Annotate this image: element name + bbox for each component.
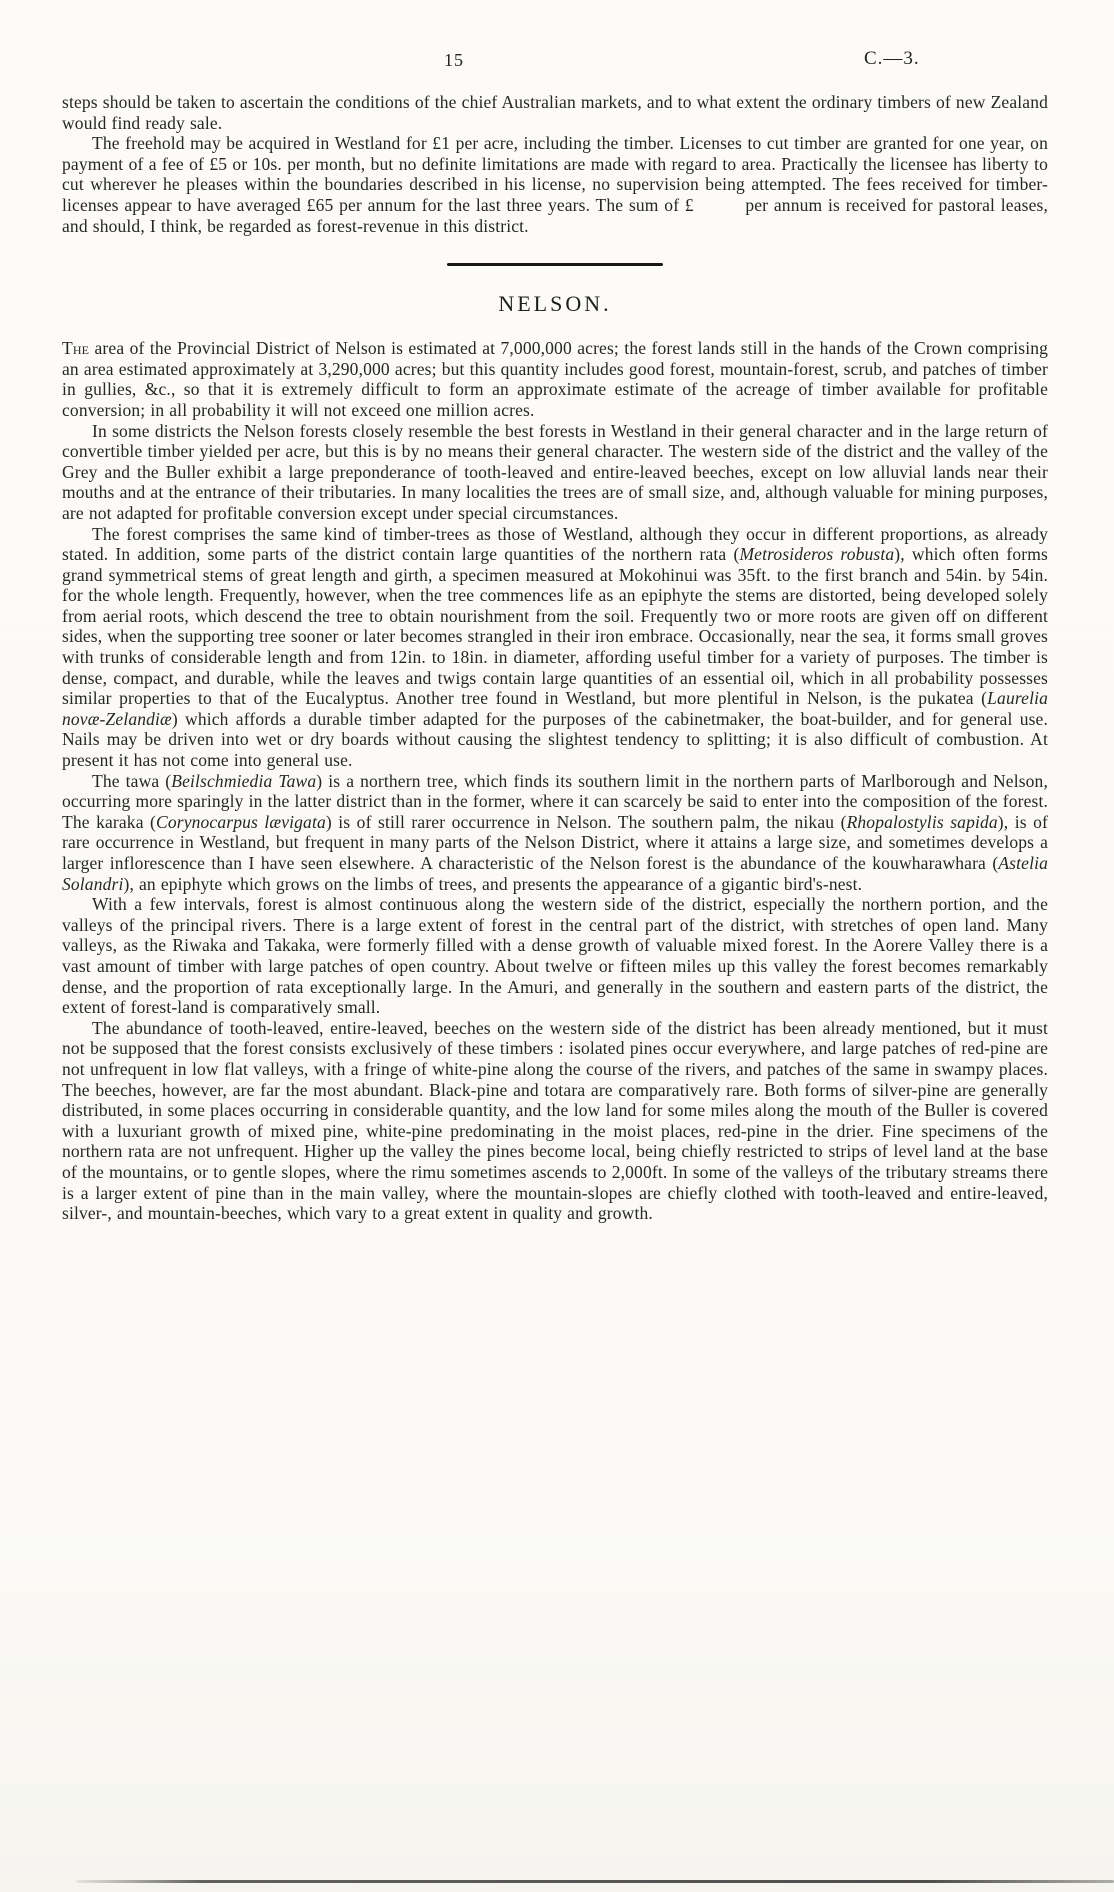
text-run: steps should be taken to ascertain the conditions of the chief Australian markets, and to what extent the ordinary timbers of new Zealand would find ready sale.: [62, 92, 1048, 133]
scan-edge-line: [76, 1880, 1114, 1883]
species-name-italic: Rhopalostylis sapida: [846, 811, 998, 832]
text-run: ) is a northern tree, which finds its southern limit in the northern parts of Marlborough and Nelson, occurring more sparingly in the latter district than in the former, where it can scarcely be said to enter into the composition of the forest. The karaka (: [62, 770, 1048, 832]
species-name-italic: Metrosideros robusta: [739, 544, 895, 565]
text-run: With a few intervals, forest is almost continuous along the western side of the district, especially the northern portion, and the valleys of the principal rivers. There is a large extent of forest in the central part of the district, with stretches of open land. Many valleys, as the Riwaka and Takaka, were formerly filled with a dense growth of valuable mixed forest. In the Aorere Valley there is a vast amount of timber with large patches of open country. About twelve or fifteen miles up this valley the forest becomes remarkably dense, and the proportion of rata exceptionally large. In the Amuri, and generally in the southern and eastern parts of the district, the extent of forest-land is comparatively small.: [62, 894, 1048, 1018]
paragraph-nelson-intervals: [62, 894, 1048, 1018]
text-run: ), is of rare occurrence in Westland, but frequent in many parts of the Nelson District, where it attains a large size, and sometimes develops a larger inflorescence than I have seen elsewhere. A characteristic of the Nelson forest is the abundance of the kouwharawhara (: [62, 811, 1049, 873]
text-run: The abundance of tooth-leaved, entire-leaved, beeches on the western side of the district has been already mentioned, but it must not be supposed that the forest consists exclusively of these timbers : isolated pines occur everywhere, and large patches of red-pine are not unfrequent in low flat valleys, with a fringe of white-pine along the course of the rivers, and patches of the same in swampy places. The beeches, however, are far the most abundant. Black-pine and totara are comparatively rare. Both forms of silver-pine are generally distributed, in some places occurring in considerable quantity, and the low land for some miles along the mouth of the Buller is covered with a luxuriant growth of mixed pine, white-pine predominating in the moist places, red-pine in the drier. Fine specimens of the northern rata are not unfrequent. Higher up the valley the pines become local, being chiefly restricted to strips of level land at the base of the mountains, or to gentle slopes, where the rimu sometimes ascends to 2,000ft. In some of the valleys of the tributary streams there is a larger extent of pine than in the main valley, where the mountain-slopes are chiefly clothed with tooth-leaved and entire-leaved, silver-, and mountain-beeches, which vary to a great extent in quality and growth.: [62, 1017, 1048, 1224]
paragraph-intro-freehold: [62, 133, 1048, 236]
paragraph-nelson-beeches: [62, 1018, 1048, 1224]
text-run: The freehold may be acquired in Westland for £1 per acre, including the timber. Licenses to cut timber are granted for one year, on payment of a fee of £5 or 10s. per month, but no definite limitations are made with regard to area. Practically the licensee has liberty to cut wherever he pleases within the boundaries described in his license, no supervision being attempted. The fees received for timber-licenses appear to have averaged £65 per annum for the last three years. The sum of £ per annum is received for pastoral leases, and should, I think, be regarded as forest-revenue in this district.: [62, 133, 1048, 236]
paragraph-intro-continuation: [62, 92, 1048, 133]
text-run: In some districts the Nelson forests closely resemble the best forests in Westland in their general character and in the large return of convertible timber yielded per acre, but this is by no means their general character. The western side of the district and the valley of the Grey and the Buller exhibit a large preponderance of tooth-leaved and entire-leaved beeches, except on low alluvial lands near their mouths and at the entrance of their tributaries. In many localities the trees are of small size, and, although valuable for mining purposes, are not adapted for profitable conversion except under special circumstances.: [62, 420, 1048, 523]
page-number: 15: [444, 50, 464, 70]
text-run: ) which affords a durable timber adapted for the purposes of the cabinetmaker, the boat-builder, and for general use. Nails may be driven into wet or dry boards without causing the slightest tendency to splitting; it is also difficult of combustion. At present it has not come into general use.: [62, 708, 1048, 771]
paragraph-nelson-area: [62, 338, 1048, 420]
section-heading: NELSON.: [498, 291, 612, 317]
species-name-italic: Astelia Solandri: [62, 853, 1048, 894]
doc-reference: C.—3.: [864, 48, 920, 69]
species-name-italic: Corynocarpus lævigata: [156, 811, 326, 832]
text-run: ) is of still rarer occurrence in Nelson. The southern palm, the nikau (: [325, 811, 847, 832]
lead-word-smallcaps: The: [62, 338, 90, 359]
species-name-italic: Beilschmiedia Tawa: [171, 770, 317, 791]
paragraph-nelson-districts: [62, 421, 1048, 524]
paragraph-nelson-timber-trees: [62, 524, 1048, 771]
text-run: The tawa (: [92, 770, 172, 791]
text-run: area of the Provincial District of Nelson is estimated at 7,000,000 acres; the forest lands still in the hands of the Crown comprising an area estimated approximately at 3,290,000 acres; but this quantity includes good forest, mountain-forest, scrub, and patches of timber in gullies, &c., so that it is extremely difficult to form an approximate estimate of the acreage of timber available for profitable conversion; in all probability it will not exceed one million acres.: [62, 338, 1048, 420]
text-run: ), which often forms grand symmetrical stems of great length and girth, a specimen measured at Mokohinui was 35ft. to the first branch and 54in. by 54in. for the whole length. Frequently, however, when the tree commences life as an epiphyte the stems are distorted, being developed solely from aerial roots, which descend the tree to obtain nourishment from the soil. Frequently two or more roots are given off on different sides, when the supporting tree sooner or later becomes strangled in their iron embrace. Occasionally, near the sea, it forms small groves with trunks of considerable length and from 12in. to 18in. in diameter, affording useful timber for a variety of purposes. The timber is dense, compact, and durable, while the leaves and twigs contain large quantities of an essential oil, which in all probability possesses similar properties to that of the Eucalyptus. Another tree found in Westland, but more plentiful in Nelson, is the pukatea (: [62, 544, 1048, 709]
section-divider-rule: [447, 263, 663, 266]
paragraph-nelson-tawa: [62, 771, 1048, 895]
species-name-italic: Laurelia novæ-Zelandiæ: [62, 688, 1048, 729]
text-run: The forest comprises the same kind of timber-trees as those of Westland, although they occur in different proportions, as already stated. In addition, some parts of the district contain large quantities of the northern rata (: [62, 523, 1048, 565]
text-run: ), an epiphyte which grows on the limbs of trees, and presents the appearance of a gigantic bird's-nest.: [123, 873, 863, 894]
